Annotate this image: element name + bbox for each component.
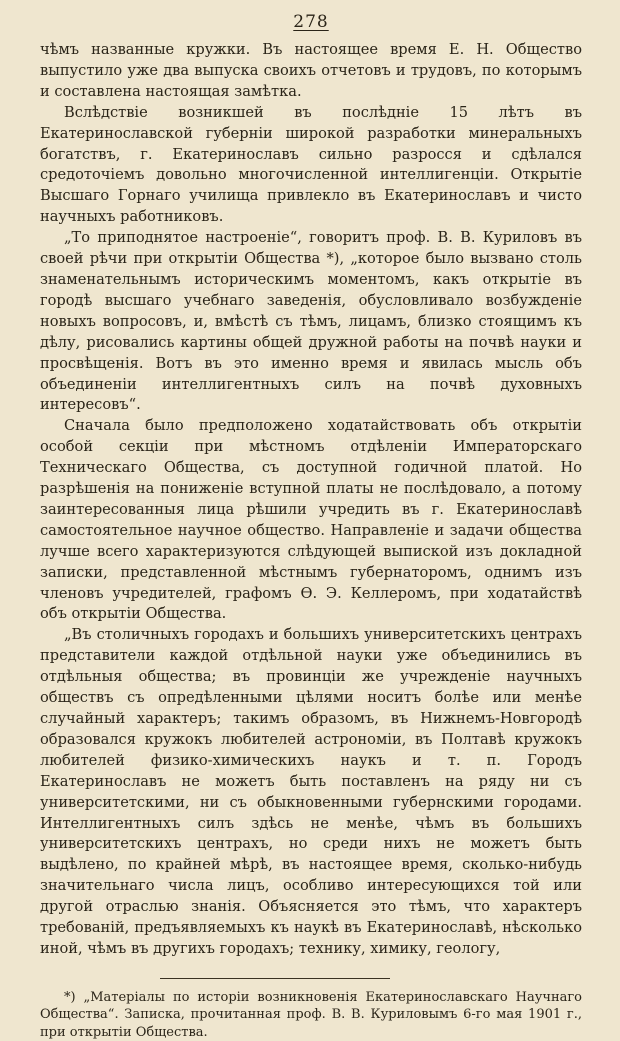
paragraph-3: „То приподнятое настроеніе“, говоритъ проф. В. В. Куриловъ въ своей рѣчи при открытіи Общества *), „которое было вызвано столь знаменательнымъ историческимъ моментомъ, какъ открытіе въ городѣ высшаго учебнаго заведенія, обусловливало возбужденіе новыхъ вопросовъ, и, вмѣстѣ съ тѣмъ, лицамъ, близко стоящимъ къ дѣлу, рисовались картины общей дружной работы на почвѣ науки и просвѣщенія. Вотъ въ это именно время и явилась мысль объ объединеніи интеллигентныхъ силъ на почвѣ духовныхъ интересовъ“. — [40, 229, 582, 414]
body-text — [40, 40, 582, 960]
paragraph-1: чѣмъ названные кружки. Въ настоящее время Е. Н. Общество выпустило уже два выпуска своихъ отчетовъ и трудовъ, по которымъ и составлена настоящая замѣтка. — [40, 41, 582, 100]
paragraph-5: „Въ столичныхъ городахъ и большихъ университетскихъ центрахъ представители каждой отдѣльной науки уже объединились въ отдѣльныя общества; въ провинціи же учрежденіе научныхъ обществъ съ опредѣленными цѣлями носитъ болѣе или менѣе случайный характеръ; такимъ образомъ, въ Нижнемъ-Новгородѣ образовался кружокъ любителей астрономіи, въ Полтавѣ кружокъ любителей физико-химическихъ наукъ и т. п. Городъ Екатеринославъ не можетъ быть поставленъ на ряду ни съ университетскими, ни съ обыкновенными губернскими городами. Интеллигентныхъ силъ здѣсь не менѣе, чѣмъ въ большихъ университетскихъ центрахъ, но среди нихъ не можетъ быть выдѣлено, по крайней мѣрѣ, въ настоящее время, сколько-нибудь значительнаго числа лицъ, особливо интересующихся той или другой отраслью знанія. Объясняется это тѣмъ, что характеръ требованій, предъявляемыхъ къ наукѣ въ Екатеринославѣ, нѣсколько иной, чѣмъ въ другихъ городахъ; технику, химику, геологу, — [40, 626, 582, 957]
footnote: *) „Матеріалы по исторіи возникновенія Екатеринославскаго Научнаго Общества“. Записка, прочитанная проф. В. В. Куриловымъ 6-го мая 1901 г., при открытіи Общества. — [40, 989, 582, 1040]
paragraph-4: Сначала было предположено ходатайствовать объ открытіи особой секціи при мѣстномъ отдѣленіи Императорскаго Техническаго Общества, съ доступной годичной платой. Но разрѣшенія на пониженіе вступной платы не послѣдовало, а потому заинтересованныя лица рѣшили учредить въ г. Екатеринославѣ самостоятельное научное общество. Направленіе и задачи общества лучше всего характеризуются слѣдующей выпиской изъ докладной записки, представленной мѣстнымъ губернаторомъ, однимъ изъ членовъ учредителей, графомъ Ѳ. Э. Келлеромъ, при ходатайствѣ объ открытіи Общества. — [40, 417, 582, 623]
page-number: 278 — [293, 12, 329, 32]
paragraph-2: Вслѣдствіе возникшей въ послѣдніе 15 лѣтъ въ Екатеринославской губерніи широкой разработки минеральныхъ богатствъ, г. Екатеринославъ сильно разросся и сдѣлался средоточіемъ довольно многочисленной интеллигенціи. Открытіе Высшаго Горнаго училища привлекло въ Екатеринославъ и чисто научныхъ работниковъ. — [40, 103, 582, 226]
footnote-divider — [160, 978, 390, 979]
